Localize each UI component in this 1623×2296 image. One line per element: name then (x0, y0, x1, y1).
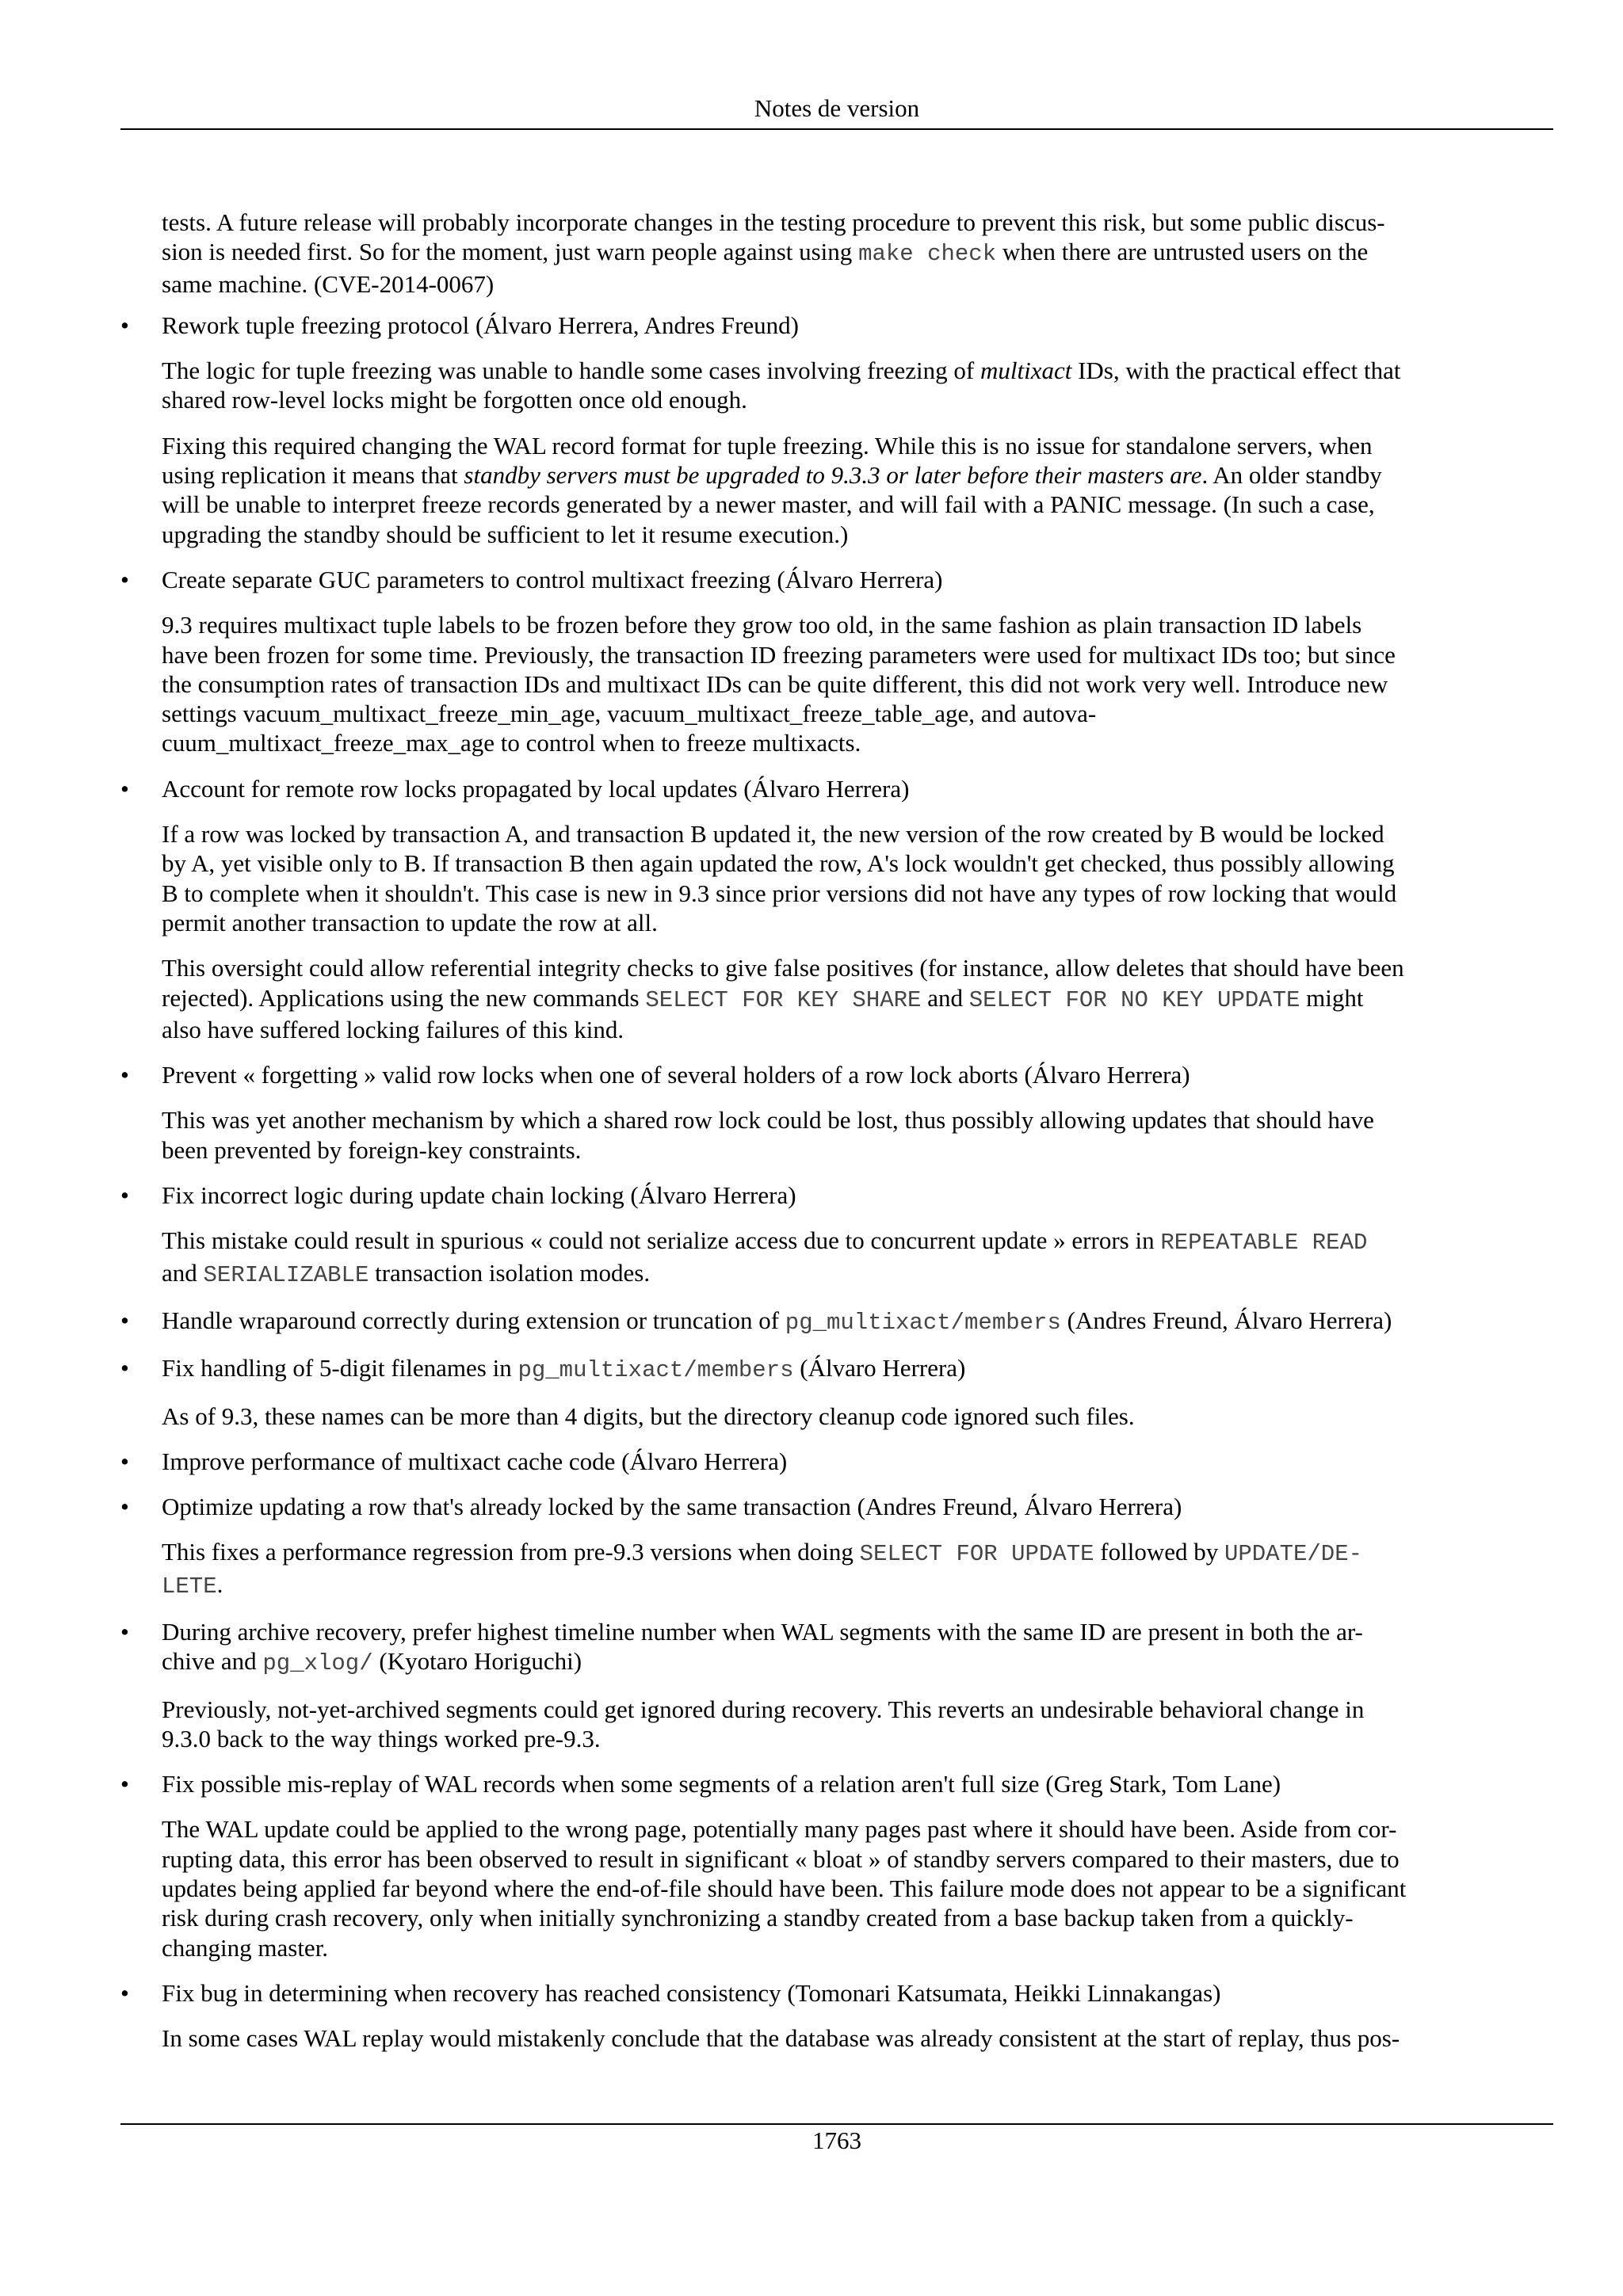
text-run: and (921, 983, 969, 1012)
text-run: (Kyotaro Horiguchi) (372, 1647, 582, 1676)
list-item (120, 1447, 1553, 1476)
bullet-icon: • (120, 1181, 129, 1210)
text-run: Handle wraparound correctly during extension or truncation of (162, 1306, 785, 1334)
item-description: In some cases WAL replay would mistakenly conclude that the database was already consistent at the start of replay, thus pos- (162, 2024, 1400, 2053)
text-run: followed by (1094, 1538, 1224, 1566)
header-rule (120, 128, 1553, 130)
text-run: risk during crash recovery, only when initially synchronizing a standby created from a base backup taken from a quickly- (162, 1904, 1354, 1932)
item-title (162, 1617, 1553, 1679)
text-run: transaction isolation modes. (369, 1258, 651, 1287)
text-run: (Álvaro Herrera) (793, 1354, 966, 1383)
item-description (162, 356, 1553, 415)
text-run: 9.3 requires multixact tuple labels to be frozen before they grow too old, in the same fashion as plain transaction ID labels (162, 611, 1362, 639)
item-title: Fix incorrect logic during update chain locking (Álvaro Herrera) (162, 1181, 796, 1210)
page-number: 1763 (812, 2126, 861, 2154)
item-title: Fix bug in determining when recovery has reached consistency (Tomonari Katsumata, Heikki Linnakangas) (162, 1978, 1221, 2007)
text-run: might (1300, 983, 1364, 1012)
code-select-for-no-key-update: SELECT FOR NO KEY UPDATE (968, 986, 1300, 1013)
text-run: using replication it means that (162, 461, 464, 490)
text-run: B to complete when it shouldn't. This case is new in 9.3 since prior versions did not have any types of row locking that would (162, 879, 1397, 907)
item-title: Account for remote row locks propagated by local updates (Álvaro Herrera) (162, 774, 910, 803)
item-title: Optimize updating a row that's already locked by the same transaction (Andres Freund, Álvaro Herrera) (162, 1493, 1182, 1521)
text-run: permit another transaction to update the row at all. (162, 908, 658, 936)
item-description (162, 431, 1553, 549)
list-item (120, 1353, 1553, 1385)
text-run: the consumption rates of transaction IDs and multixact IDs can be quite different, this did not work very well. Introduce new (162, 669, 1388, 698)
code-serializable: SERIALIZABLE (203, 1261, 369, 1288)
text-run: by A, yet visible only to B. If transaction B then again updated the row, A's lock wouldn't get checked, thus possibly allowing (162, 849, 1395, 878)
text-run: The WAL update could be applied to the wrong page, potentially many pages past where it should have been. Aside from cor- (162, 1815, 1397, 1844)
text-run: chive and (162, 1647, 263, 1676)
text-run: cuum_multixact_freeze_max_age to control when to freeze multixacts. (162, 729, 861, 757)
item-description (162, 1105, 1553, 1165)
text-run: . (216, 1569, 223, 1598)
item-title: Prevent « forgetting » valid row locks when one of several holders of a row lock aborts (Álvaro Herrera) (162, 1061, 1190, 1089)
item-description (162, 1537, 1553, 1601)
list-item (120, 1769, 1553, 1798)
item-title: Rework tuple freezing protocol (Álvaro Herrera, Andres Freund) (162, 311, 799, 339)
intro-line: same machine. (CVE-2014-0067) (162, 269, 495, 298)
list-item (120, 1180, 1553, 1210)
list-item (120, 1306, 1553, 1337)
code-update-delete: UPDATE/DE- (1224, 1541, 1362, 1568)
intro-paragraph (162, 208, 1553, 299)
list-item (120, 565, 1553, 594)
text-run: This was yet another mechanism by which a shared row lock could be lost, thus possibly allowing updates that should have (162, 1106, 1374, 1135)
bullet-icon: • (120, 1306, 129, 1334)
bullet-icon: • (120, 1770, 129, 1798)
text-run: Previously, not-yet-archived segments could get ignored during recovery. This reverts an undesirable behavioral change in (162, 1695, 1365, 1723)
text-run: (Andres Freund, Álvaro Herrera) (1060, 1306, 1392, 1334)
list-item (120, 1060, 1553, 1089)
code-pg-multixact-members: pg_multixact/members (517, 1357, 794, 1384)
intro-line: tests. A future release will probably incorporate changes in the testing procedure to prevent this risk, but some public discus- (162, 208, 1385, 236)
code-select-for-update: SELECT FOR UPDATE (859, 1541, 1094, 1568)
text-run: This fixes a performance regression from pre-9.3 versions when doing (162, 1538, 860, 1566)
code-pg-multixact-members: pg_multixact/members (785, 1309, 1061, 1336)
bullet-icon: • (120, 774, 129, 803)
text-run: IDs, with the practical effect that (1071, 357, 1401, 385)
code-make-check: make check (858, 241, 997, 268)
code-select-for-key-share: SELECT FOR KEY SHARE (645, 986, 922, 1013)
text-run: shared row-level locks might be forgotten once old enough. (162, 386, 747, 414)
emphasis: multixact (980, 357, 1072, 385)
text-run: Fixing this required changing the WAL record format for tuple freezing. While this is no issue for standalone servers, when (162, 431, 1373, 460)
bullet-icon: • (120, 1617, 129, 1646)
text-run: Fix handling of 5-digit filenames in (162, 1354, 518, 1383)
text-run: 9.3.0 back to the way things worked pre-9.3. (162, 1724, 601, 1753)
text-run: also have suffered locking failures of this kind. (162, 1015, 624, 1043)
emphasis: standby servers must be upgraded to 9.3.3 or later before their masters are (464, 461, 1202, 490)
bullet-icon: • (120, 1061, 129, 1089)
item-title (162, 1353, 1553, 1385)
bullet-icon: • (120, 1447, 129, 1475)
text-run: This oversight could allow referential integrity checks to give false positives (for instance, allow deletes that should have been (162, 954, 1404, 982)
text-run: rupting data, this error has been observed to result in significant « bloat » of standby servers compared to their masters, due to (162, 1844, 1400, 1873)
text-run: settings vacuum_multixact_freeze_min_age, vacuum_multixact_freeze_table_age, and autova- (162, 700, 1097, 728)
text-run: changing master. (162, 1933, 329, 1962)
item-description: As of 9.3, these names can be more than 4 digits, but the directory cleanup code ignored such files. (162, 1402, 1135, 1430)
item-description (162, 610, 1553, 757)
text-run: . An older standby (1201, 461, 1382, 490)
item-description (162, 819, 1553, 937)
item-description (162, 1226, 1553, 1290)
bullet-icon: • (120, 311, 129, 339)
intro-text: when there are untrusted users on the (996, 238, 1369, 266)
text-run: If a row was locked by transaction A, and transaction B updated it, the new version of the row created by B would be locked (162, 820, 1384, 849)
release-notes-body (120, 208, 1553, 2054)
item-title: Fix possible mis-replay of WAL records when some segments of a relation aren't full size (Greg Stark, Tom Lane) (162, 1770, 1281, 1798)
text-run: will be unable to interpret freeze records generated by a newer master, and will fail with a PANIC message. (In such a case, (162, 490, 1375, 519)
list-item (120, 1978, 1553, 2008)
item-title: Improve performance of multixact cache code (Álvaro Herrera) (162, 1447, 788, 1475)
bullet-icon: • (120, 565, 129, 593)
text-run: updates being applied far beyond where the end-of-file should have been. This failure mode does not appear to be a significant (162, 1875, 1407, 1903)
list-item (120, 1617, 1553, 1679)
bullet-icon: • (120, 1354, 129, 1383)
page-header: Notes de version (754, 94, 920, 122)
item-title: Create separate GUC parameters to control multixact freezing (Álvaro Herrera) (162, 565, 943, 593)
text-run: been prevented by foreign-key constraints. (162, 1135, 582, 1164)
code-repeatable-read: REPEATABLE READ (1160, 1230, 1368, 1257)
list-item (120, 774, 1553, 803)
text-run: This mistake could result in spurious « could not serialize access due to concurrent update » errors in (162, 1226, 1161, 1255)
bullet-icon: • (120, 1493, 129, 1521)
item-description (162, 1695, 1553, 1754)
text-run: During archive recovery, prefer highest timeline number when WAL segments with the same ID are present in both the ar- (162, 1617, 1363, 1646)
item-description (162, 1814, 1553, 1962)
code-update-delete: LETE (162, 1573, 217, 1600)
text-run: The logic for tuple freezing was unable to handle some cases involving freezing of (162, 357, 980, 385)
code-pg-xlog: pg_xlog/ (262, 1650, 373, 1677)
bullet-icon: • (120, 1978, 129, 2007)
text-run: upgrading the standby should be sufficient to let it resume execution.) (162, 520, 849, 548)
text-run: and (162, 1258, 204, 1287)
intro-text: sion is needed first. So for the moment, just warn people against using (162, 238, 859, 266)
text-run: have been frozen for some time. Previously, the transaction ID freezing parameters were used for multixact IDs too; but since (162, 640, 1396, 669)
item-title (162, 1306, 1553, 1337)
item-description (162, 953, 1553, 1044)
list-item (120, 311, 1553, 340)
list-item (120, 1492, 1553, 1521)
text-run: rejected). Applications using the new commands (162, 983, 646, 1012)
